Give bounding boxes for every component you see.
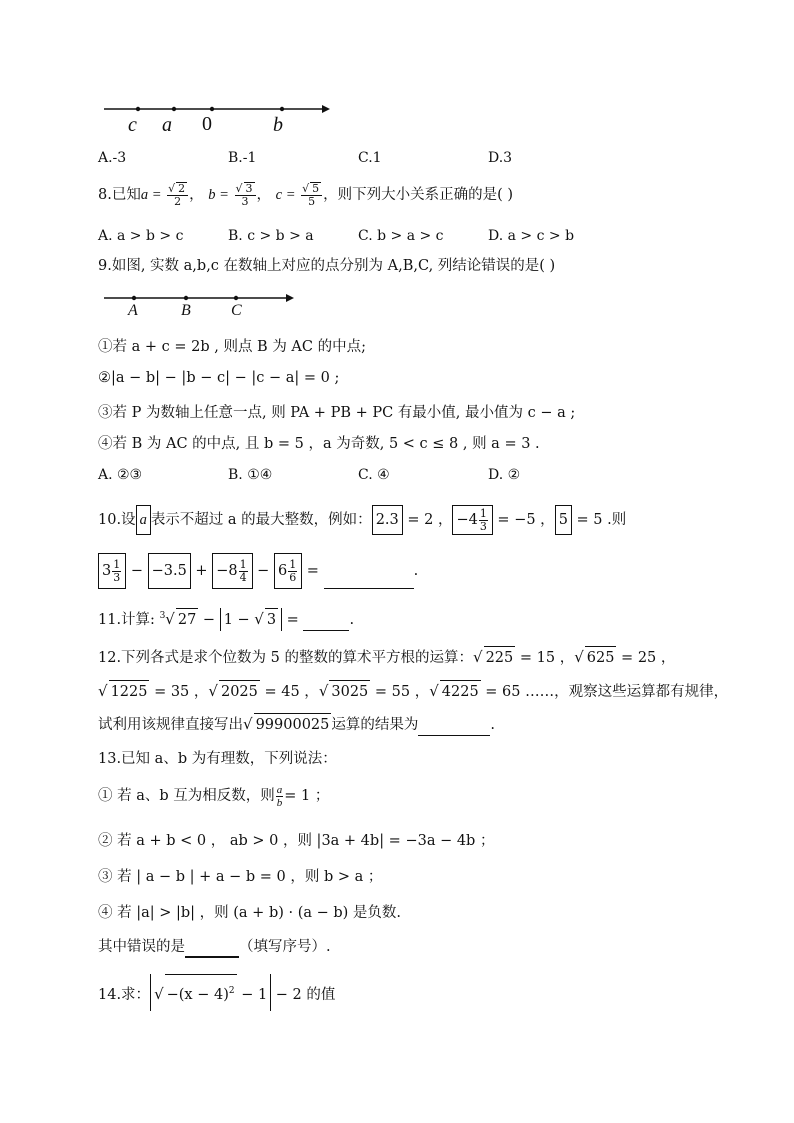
q7-option-d: D.3 — [488, 150, 513, 166]
q13-frac: $\frac{a}{b}$ — [276, 783, 283, 809]
q10-term-2: −3.5 — [148, 553, 191, 589]
q12-answer-blank[interactable] — [418, 721, 490, 736]
q13-answer-blank[interactable] — [185, 942, 239, 958]
q8-c-lhs: c = — [275, 187, 296, 203]
q9-option-a: A. ②③ — [98, 467, 143, 483]
q10-stem: 10.设 a 表示不超过 a 的最大整数，例如： 2.3 = 2 ， −4 $\frac{1}{3}$ = −5 ， 5 = 5 .则 — [98, 505, 626, 535]
q8-stem: 8.已知a = $\frac{√ 2}{2}$ ， b = $\frac{√ 3}{3}$ ， c = $\frac{√ 5}{5}$ ，则下列大小关系正确的是( ) — [98, 182, 514, 208]
q14-abs: √ $-(x - 4)^2 - 1$ — [150, 974, 271, 1011]
q10-floor-ex3: 5 — [555, 505, 572, 535]
q7-option-c: C.1 — [358, 150, 382, 166]
q8-options — [98, 228, 618, 244]
label-C: C — [231, 302, 242, 319]
q10-floor-a: a — [136, 505, 151, 535]
q10-floor-ex2: −4 $\frac{1}{3}$ — [452, 505, 492, 535]
q8-option-b: B. c > b > a — [228, 228, 314, 244]
q10-term-4: 6 $\frac{1}{6}$ — [274, 553, 302, 589]
q8-option-a: A. a > b > c — [98, 228, 184, 244]
q14-root: $-(x - 4)^2$ — [165, 974, 237, 1011]
q13-answer-line: 其中错误的是 （填写序号）. — [98, 936, 331, 958]
label-b: b — [273, 114, 283, 136]
q9-statement-2: ②|a − b| − |b − c| − |c − a| = 0 ; — [98, 370, 340, 386]
q8-b-frac: $\frac{√ 3}{3}$ — [235, 182, 256, 208]
q8-option-d: D. a > c > b — [488, 228, 575, 244]
q10-expression: 3 $\frac{1}{3}$ − −3.5 + −8 $\frac{1}{4}$ − 6 $\frac{1}{6}$ = . — [98, 553, 418, 589]
label-A: A — [128, 302, 138, 319]
q9-statement-3: ③若 P 为数轴上任意一点, 则 PA + PB + PC 有最小值, 最小值为 c − a ; — [98, 405, 576, 421]
q13-statement-4: ④ 若 |a| > |b| ，则 (a + b) · (a − b) 是负数. — [98, 905, 402, 921]
q11-abs: 1 − √ 3 — [220, 608, 282, 631]
q9-option-b: B. ①④ — [228, 467, 273, 483]
label-a: a — [162, 114, 172, 136]
q8-c-frac: $\frac{√ 5}{5}$ — [301, 182, 322, 208]
label-B: B — [181, 302, 191, 319]
q13-stem: 13.已知 a、b 为有理数，下列说法： — [98, 751, 337, 767]
q8-option-c: C. b > a > c — [358, 228, 444, 244]
q9-option-d: D. ② — [488, 467, 521, 483]
q12-line-2: √ 1225 = 35 ，√ 2025 = 45 ，√ 3025 = 55 ，√ 4225 = 65 ……，观察这些运算都有规律， — [98, 680, 728, 703]
q8-prefix: 8.已知 — [98, 187, 141, 203]
q9-statement-4: ④若 B 为 AC 的中点, 且 b = 5 ，a 为奇数, 5 < c ≤ 8 , 则 a = 3 . — [98, 436, 540, 452]
q8-suffix: ，则下列大小关系正确的是( ) — [323, 187, 514, 203]
q9-options — [98, 467, 618, 483]
q14-stem: 14.求： √ $-(x - 4)^2 - 1 - 2$ 的值 — [98, 974, 335, 1011]
q13-statement-1: ① 若 a、b 互为相反数，则 $\frac{a}{b}$ = 1 ； — [98, 783, 330, 809]
q12-line-1: 12.下列各式是求个位数为 5 的整数的算术平方根的运算：√ 225 = 15 ，√ 625 = 25 ， — [98, 646, 675, 669]
q13-statement-3: ③ 若 | a − b | + a − b = 0 ，则 b > a ； — [98, 869, 383, 885]
q7-options — [98, 150, 618, 166]
q8-b-lhs: b = — [208, 187, 229, 203]
q12-line-3: 试利用该规律直接写出√ 99900025 运算的结果为 . — [98, 713, 495, 736]
q11-answer-blank[interactable] — [303, 616, 349, 631]
label-0: 0 — [202, 113, 212, 135]
q8-a-frac: $\frac{√ 2}{2}$ — [167, 182, 188, 208]
q10-term-1: 3 $\frac{1}{3}$ — [98, 553, 126, 589]
q11-stem: 11.计算: $^3$√ 27 − 1 − √ 3 = . — [98, 605, 354, 631]
q13-statement-2: ② 若 a + b < 0 ， ab > 0 ，则 |3a + 4b| = −3a − 4b ； — [98, 833, 495, 849]
q10-floor-ex1: 2.3 — [372, 505, 403, 535]
label-c: c — [128, 114, 137, 136]
q7-option-a: A.-3 — [98, 150, 127, 166]
q7-option-b: B.-1 — [228, 150, 257, 166]
q9-stem: 9.如图, 实数 a,b,c 在数轴上对应的点分别为 A,B,C, 列结论错误的是( ) — [98, 258, 556, 274]
q9-option-c: C. ④ — [358, 467, 390, 483]
q8-a-lhs: a = — [140, 187, 162, 203]
q9-statement-1: ①若 a + c = 2b , 则点 B 为 AC 的中点; — [98, 339, 366, 355]
q10-answer-blank[interactable] — [324, 574, 414, 589]
q10-term-3: −8 $\frac{1}{4}$ — [212, 553, 252, 589]
